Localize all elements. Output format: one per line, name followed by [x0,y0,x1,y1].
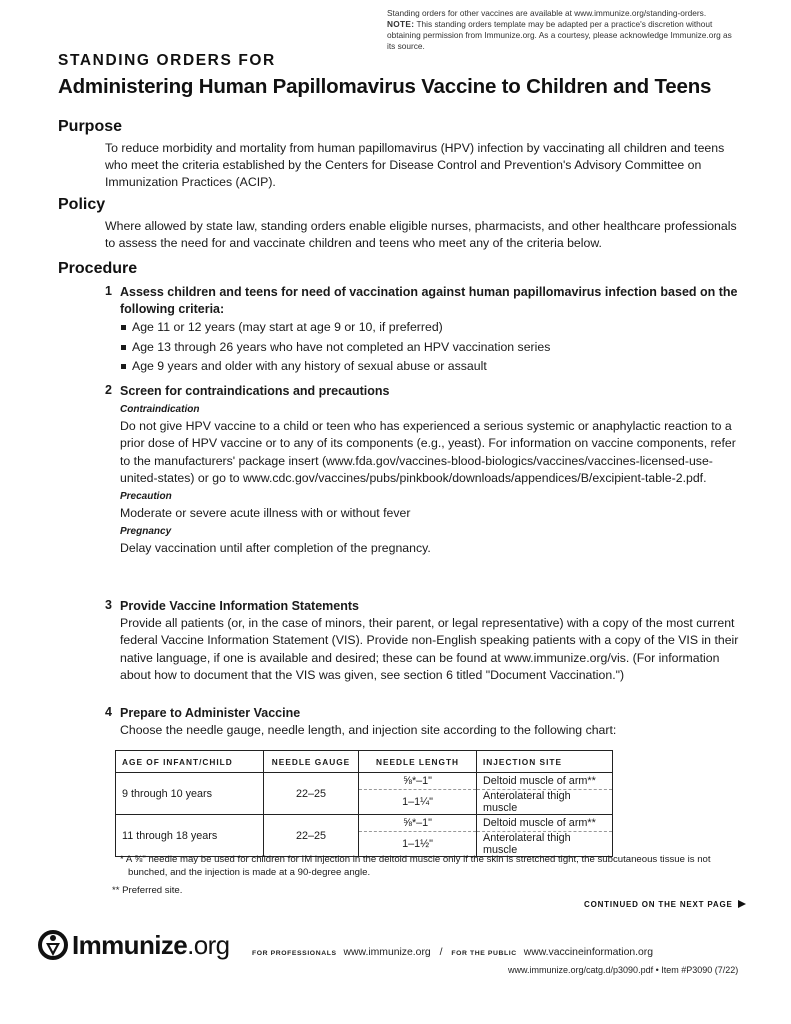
footer-links [252,947,653,958]
site-cell: Deltoid muscle of arm** [477,815,613,832]
criteria-list [120,318,745,377]
needle-chart-table [115,750,613,857]
note-label: NOTE: [387,19,415,29]
policy-heading: Policy [58,196,106,213]
step-text: Provide all patients (or, in the case of minors, their parent, or legal representative) with a copy of the most current federal Vaccine Information Statement (VIS). Provide non-English speaking patients with a copy of the VIS in their native language, if one is available and desired; these can be found at www.immunize.org/vis. (For information about how to document that the VIS was given, see section 6 titled "Document Vaccination.") [120,616,739,682]
note-text: This standing orders template may be adapted per a practice's discretion without obtaining permission from Immunize.org. As a courtesy, please acknowledge Immunize.org as its source. [387,19,732,51]
logo-wordmark: Immunize.org [72,929,230,960]
length-cell: ⅝*–1" [359,815,477,832]
step-title: Screen for contraindications and precautions [120,384,390,398]
immunize-logo [38,929,230,961]
procedure-step-2 [105,383,745,557]
table-header-row [116,751,613,773]
step-title: Provide Vaccine Information Statements [120,599,359,613]
age-cell: 11 through 18 years [116,815,264,857]
professionals-label: FOR PROFESSIONALS [252,950,337,957]
separator: / [439,947,443,958]
procedure-step-4 [105,705,745,739]
top-note [387,8,737,52]
step-number: 2 [105,383,112,397]
item-number-line: www.immunize.org/catg.d/p3090.pdf • Item #P3090 (7/22) [508,965,739,975]
col-site: INJECTION SITE [477,751,613,773]
site-cell: Anterolateral thigh muscle [477,790,613,815]
contraindication-text: Do not give HPV vaccine to a child or teen who has experienced a serious systemic or anaphylactic reaction to a prior dose of HPV vaccine or to any of its components (e.g., yeast). For information on vaccine components, refer to the manufacturers' package insert (www.fda.gov/vaccines-blood-biologics/vaccines/vaccines-licensed-use-united-states) or go to www.cdc.gov/vaccines/pubs/pinkbook/downloads/appendices/B/excipient-table-2.pdf. [120,419,736,485]
bullet-square-icon [121,364,126,369]
footnote-preferred: ** Preferred site. [112,885,183,896]
col-age: AGE OF INFANT/CHILD [116,751,264,773]
table-footnotes [112,853,712,897]
table-row [116,815,613,832]
table-row [116,773,613,790]
criteria-item: Age 13 through 26 years who have not completed an HPV vaccination series [120,338,745,358]
procedure-step-1 [105,284,745,377]
step-number: 3 [105,598,112,612]
purpose-heading: Purpose [58,118,123,135]
standing-orders-link-note: Standing orders for other vaccines are available at www.immunize.org/standing-orders. [387,8,707,18]
step-text: Choose the needle gauge, needle length, and injection site according to the following chart: [120,723,617,738]
footnote-needle: * A ⅝" needle may be used for children for IM injection in the deltoid muscle only if the skin is stretched tight, the subcutaneous tissue is not bunched, and the injection is made at a 90-degree angle. [120,854,711,878]
length-cell: 1–1½" [359,832,477,857]
length-cell: ⅝*–1" [359,773,477,790]
criteria-item: Age 11 or 12 years (may start at age 9 or 10, if preferred) [120,318,745,338]
professionals-link[interactable]: www.immunize.org [343,947,431,958]
col-length: NEEDLE LENGTH [359,751,477,773]
length-cell: 1–1¼" [359,790,477,815]
site-cell: Anterolateral thigh muscle [477,832,613,857]
gauge-cell: 22–25 [264,773,359,815]
col-gauge: NEEDLE GAUGE [264,751,359,773]
public-label: FOR THE PUBLIC [451,950,517,957]
step-title: Assess children and teens for need of vaccination against human papillomavirus infection based on the following criteria: [120,285,738,317]
age-cell: 9 through 10 years [116,773,264,815]
criteria-item: Age 9 years and older with any history of sexual abuse or assault [120,357,745,377]
template-note [387,19,737,52]
bullet-square-icon [121,345,126,350]
document-kicker: STANDING ORDERS FOR [58,52,276,69]
purpose-text: To reduce morbidity and mortality from human papillomavirus (HPV) infection by vaccinating all children and teens who meet the criteria established by the Centers for Disease Control and Prevention's Advisory Committee on Immunization Practices (ACIP). [105,141,725,190]
triangle-right-icon [738,900,746,908]
step-number: 4 [105,705,112,719]
procedure-step-3 [105,598,745,684]
site-cell: Deltoid muscle of arm** [477,773,613,790]
pregnancy-label: Pregnancy [120,526,172,538]
policy-text: Where allowed by state law, standing orders enable eligible nurses, pharmacists, and other healthcare professionals to assess the need for and vaccinate children and teens who meet any of the criteria below. [105,219,737,251]
precaution-label: Precaution [120,491,172,503]
bullet-square-icon [121,325,126,330]
contraindication-label: Contraindication [120,404,200,416]
immunize-shield-icon [38,929,68,961]
gauge-cell: 22–25 [264,815,359,857]
procedure-heading: Procedure [58,260,138,277]
pregnancy-text: Delay vaccination until after completion of the pregnancy. [120,541,431,556]
step-title: Prepare to Administer Vaccine [120,706,301,720]
public-link[interactable]: www.vaccineinformation.org [523,947,654,958]
document-title: Administering Human Papillomavirus Vaccine to Children and Teens [58,75,712,98]
precaution-text: Moderate or severe acute illness with or without fever [120,506,411,521]
continued-next-page: CONTINUED ON THE NEXT PAGE [584,900,746,909]
step-number: 1 [105,284,112,298]
